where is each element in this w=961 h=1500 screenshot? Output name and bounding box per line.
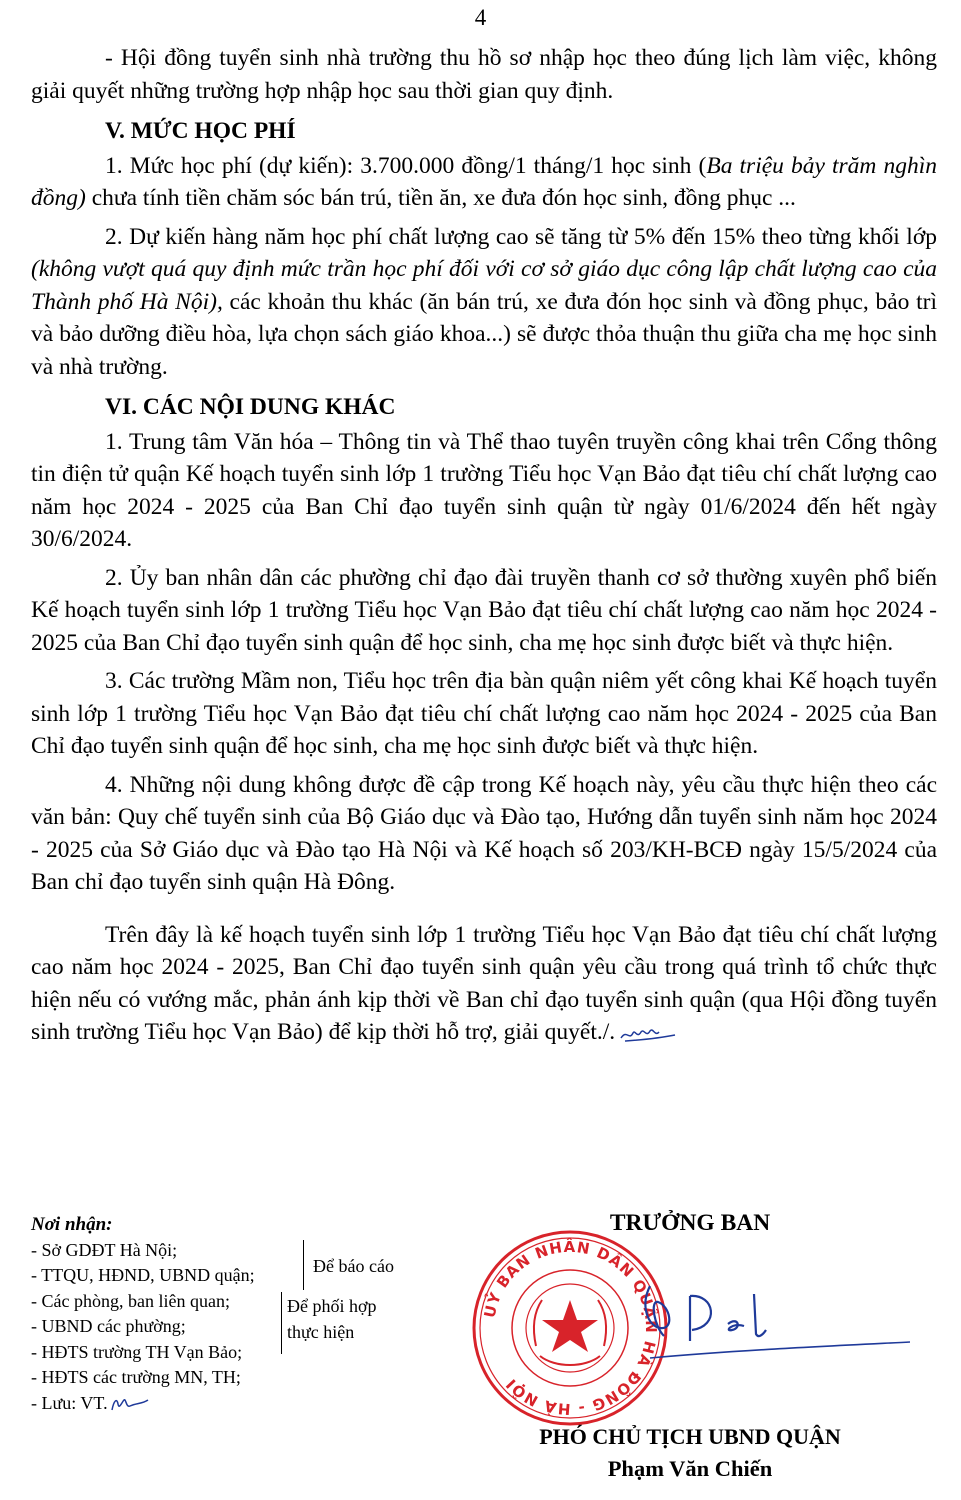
bracket-report-label: Để báo cáo (313, 1256, 394, 1276)
recipients-block (31, 1212, 431, 1416)
section-5-paragraph-2: 2. Dự kiến hàng năm học phí chất lượng cao sẽ tăng từ 5% đến 15% theo từng khối lớp (không vượt quá quy định mức trần học phí đối với cơ sở giáo dục công lập chất lượng cao của Thành phố Hà Nội), các khoản thu khác (ăn bán trú, xe đưa đón học sinh và đồng phục, bảo trì và bảo dưỡng điều hòa, lựa chọn sách giáo khoa...) sẽ được thỏa thuận thu giữa cha mẹ học sinh và nhà trường. (31, 223, 937, 380)
section-5-heading: V. MỨC HỌC PHÍ (105, 118, 296, 144)
recipient-item: - Lưu: VT. (31, 1391, 431, 1417)
closing-paragraph: Trên đây là kế hoạch tuyển sinh lớp 1 trường Tiểu học Vạn Bảo đạt tiêu chí chất lượng cao năm học 2024 - 2025, Ban Chỉ đạo tuyển sinh quận yêu cầu trong quá trình tổ chức thực hiện nếu có vướng mắc, phản ánh kịp thời về Ban chỉ đạo tuyển sinh quận (qua Hội đồng tuyển sinh trường Tiểu học Vạn Bảo) để kịp thời hỗ trợ, giải quyết./. (31, 921, 937, 1045)
section-6-paragraph-1: 1. Trung tâm Văn hóa – Thông tin và Thể thao tuyên truyền công khai trên Cổng thông tin điện tử quận Kế hoạch tuyển sinh lớp 1 trường Tiểu học Vạn Bảo đạt tiêu chí chất lượng cao năm học 2024 - 2025 của Ban Chỉ đạo tuyển sinh quận từ ngày 01/6/2024 đến hết ngày 30/6/2024. (31, 428, 937, 552)
recipients-header: Nơi nhận: (31, 1214, 113, 1235)
initial-mark-icon (619, 1023, 679, 1045)
signature-title: TRƯỞNG BAN (609, 1210, 771, 1236)
signer-position: PHÓ CHỦ TỊCH UBND QUẬN (539, 1424, 841, 1449)
recipient-item: - UBND các phường; (31, 1316, 186, 1336)
bracket-coordinate (281, 1292, 282, 1354)
bracket-coordinate-label-1: Để phối hợp (287, 1296, 377, 1316)
svg-text:UỶ BAN NHÂN DÂN QUẬN HÀ ĐÔNG -: UỶ BAN NHÂN DÂN QUẬN HÀ ĐÔNG - HÀ NỘI (480, 1237, 661, 1419)
bracket-coordinate-label-2: thực hiện (287, 1322, 355, 1342)
recipient-item: - HĐTS trường TH Vạn Bảo; (31, 1341, 243, 1362)
handwritten-signature-icon (620, 1266, 920, 1366)
recipient-item: - TTQU, HĐND, UBND quận; (31, 1265, 255, 1285)
section-6-paragraph-2: 2. Ủy ban nhân dân các phường chỉ đạo đài truyền thanh cơ sở thường xuyên phổ biến Kế hoạch tuyển sinh lớp 1 trường Tiểu học Vạn Bảo đạt tiêu chí chất lượng cao năm học 2024 - 2025 của Ban Chỉ đạo tuyển sinh quận để học sinh, cha mẹ học sinh được biết và thực hiện. (31, 564, 937, 656)
section-6-paragraph-4: 4. Những nội dung không được đề cập trong Kế hoạch này, yêu cầu thực hiện theo các văn bản: Quy chế tuyển sinh của Bộ Giáo dục và Đào tạo, Hướng dẫn tuyển sinh năm học 2024 - 2025 của Sở Giáo dục và Đào tạo Hà Nội và Kế hoạch số 203/KH-BCĐ ngày 15/5/2024 của Ban chỉ đạo tuyển sinh quận Hà Đông. (31, 771, 937, 895)
section-5-paragraph-1: 1. Mức học phí (dự kiến): 3.700.000 đồng/1 tháng/1 học sinh (Ba triệu bảy trăm nghìn đồng) chưa tính tiền chăm sóc bán trú, tiền ăn, xe đưa đón học sinh, đồng phục ... (31, 152, 937, 211)
recipient-item: - HĐTS các trường MN, TH; (31, 1367, 241, 1387)
document-body (31, 42, 937, 1049)
recipient-item: - Sở GDĐT Hà Nội; (31, 1239, 178, 1260)
section-6-paragraph-3: 3. Các trường Mầm non, Tiểu học trên địa bàn quận niêm yết công khai Kế hoạch tuyển sinh lớp 1 trường Tiểu học Vạn Bảo đạt tiêu chí chất lượng cao năm học 2024 - 2025 của Ban Chỉ đạo tuyển sinh quận để học sinh, cha mẹ học sinh được biết và thực hiện. (31, 668, 937, 759)
signer-name: Phạm Văn Chiến (607, 1456, 773, 1481)
intro-paragraph: - Hội đồng tuyển sinh nhà trường thu hồ sơ nhập học theo đúng lịch làm việc, không giải quyết những trường hợp nhập học sau thời gian quy định. (31, 45, 937, 104)
page-number: 4 (474, 5, 487, 30)
bracket-report (303, 1240, 304, 1290)
recipient-item: - Các phòng, ban liên quan; (31, 1290, 230, 1311)
initial-mark-icon (108, 1394, 152, 1414)
section-6-heading: VI. CÁC NỘI DUNG KHÁC (105, 394, 396, 420)
